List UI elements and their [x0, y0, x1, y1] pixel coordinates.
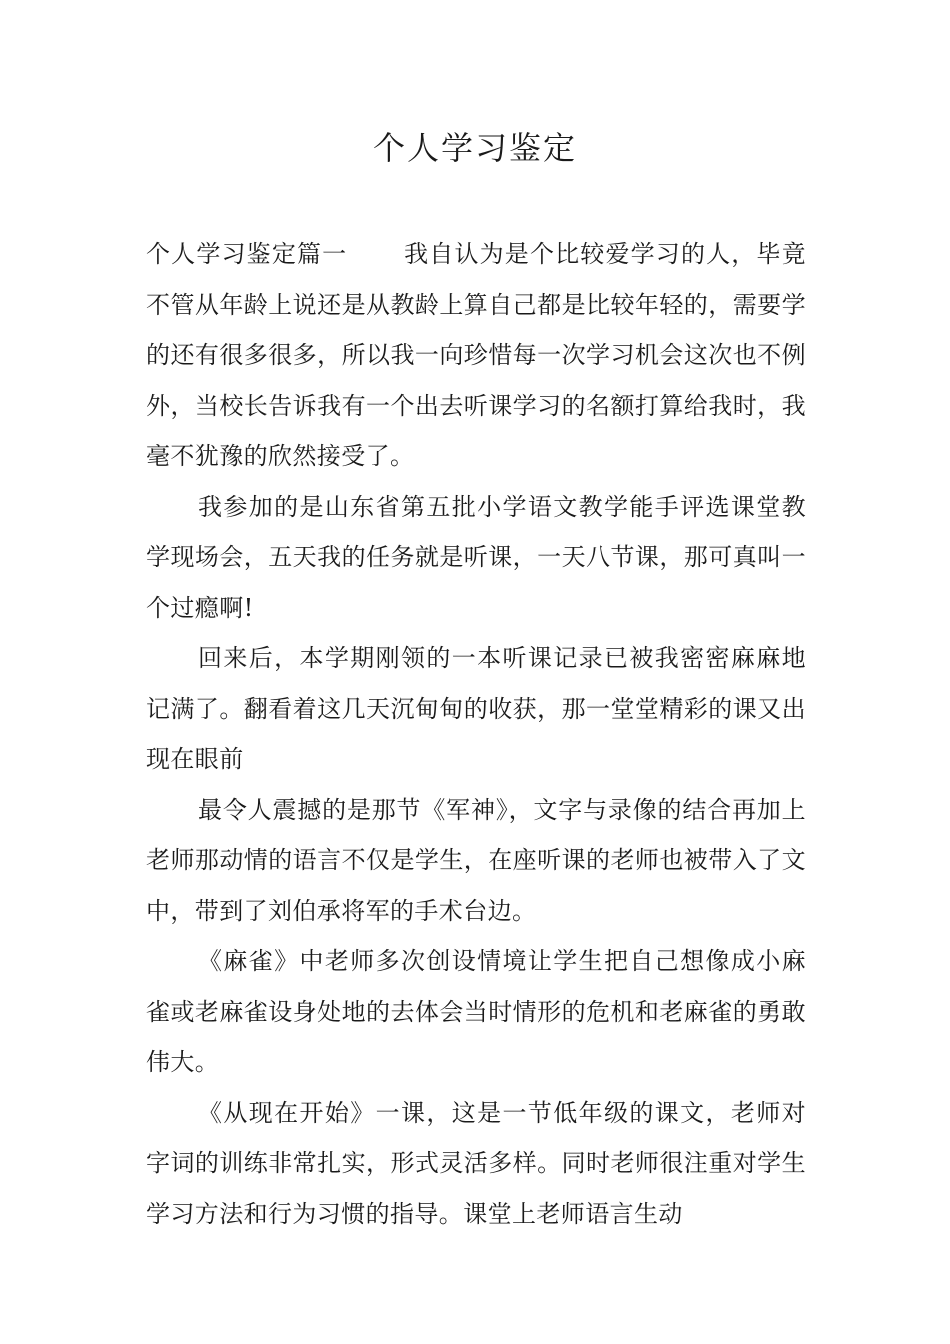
- paragraph-maque: 《麻雀》中老师多次创设情境让学生把自己想像成小麻雀或老麻雀设身处地的去体会当时情形的危机和老麻雀的勇敢伟大。: [146, 947, 806, 1076]
- document-title: 个人学习鉴定: [372, 129, 577, 167]
- first-paragraph: [146, 229, 806, 482]
- section-heading: 个人学习鉴定篇一: [146, 240, 348, 268]
- paragraph-notes: 回来后，本学期刚领的一本听课记录已被我密密麻麻地记满了。翻看着这几天沉甸甸的收获，那一堂堂精彩的课又出现在眼前: [146, 644, 806, 773]
- first-paragraph-text: 我自认为是个比较爱学习的人，毕竟不管从年龄上说还是从教龄上算自己都是比较年轻的，需要学的还有很多很多，所以我一向珍惜每一次学习机会这次也不例外，当校长告诉我有一个出去听课学习的名额打算给我时，我毫不犹豫的欣然接受了。: [146, 240, 807, 470]
- paragraph-junshen: 最令人震撼的是那节《军神》，文字与录像的结合再加上老师那动情的语言不仅是学生，在座听课的老师也被带入了文中，带到了刘伯承将军的手术台边。: [146, 795, 806, 925]
- paragraph-cong-xianzai: 《从现在开始》一课，这是一节低年级的课文，老师对字词的训练非常扎实，形式灵活多样。同时老师很注重对学生学习方法和行为习惯的指导。课堂上老师语言生动: [146, 1098, 806, 1228]
- paragraph-competition: 我参加的是山东省第五批小学语文教学能手评选课堂教学现场会，五天我的任务就是听课，一天八节课，那可真叫一个过瘾啊!: [146, 492, 806, 622]
- document-body: [146, 229, 806, 1239]
